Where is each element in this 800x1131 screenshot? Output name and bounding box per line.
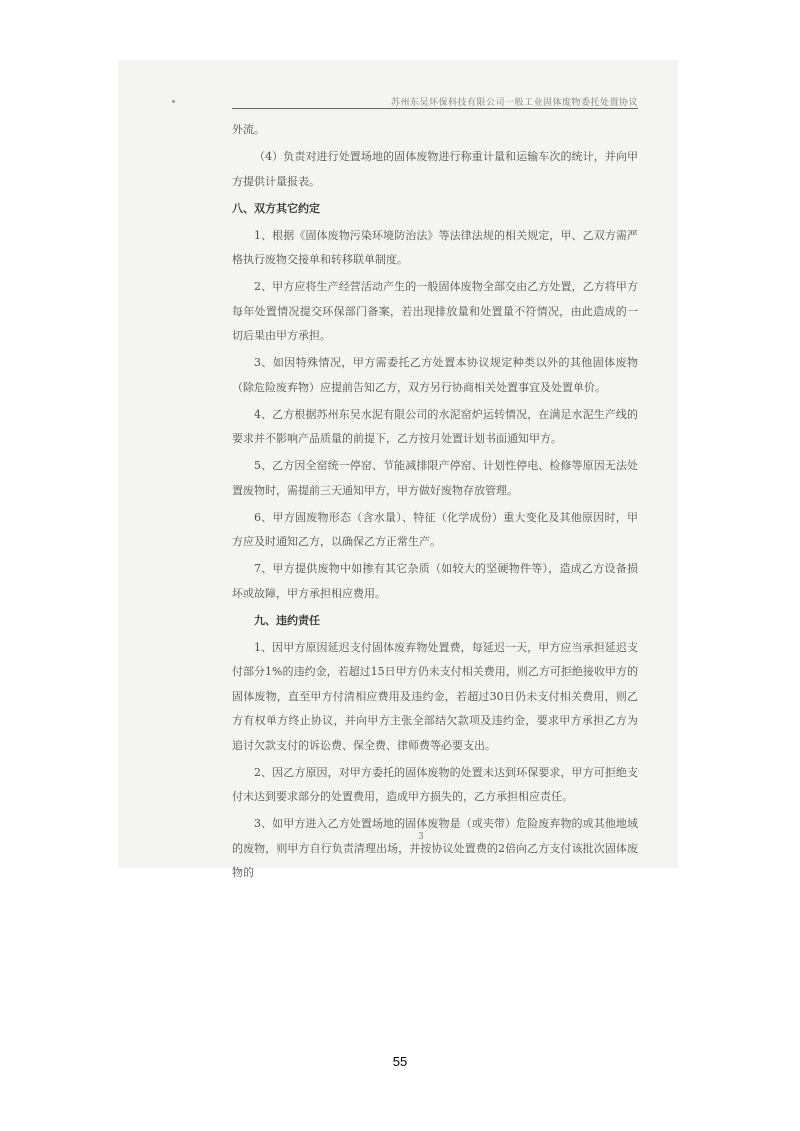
section-9-item-3: 3、如甲方进入乙方处置场地的固体废物是（或夹带）危险废弃物的或其他地域的废物，则甲方自行负责清理出场，并按协议处置费的2倍向乙方支付该批次固体废物的 [232,817,638,879]
section-8-item-4: 4、乙方根据苏州东吴水泥有限公司的水泥窑炉运转情况，在满足水泥生产线的要求并不影响产品质量的前提下，乙方按月处置计划书面通知甲方。 [232,407,638,445]
section-9-item-2: 2、因乙方原因，对甲方委托的固体废物的处置未达到环保要求，甲方可拒绝支付未达到要求部分的处置费用，造成甲方损失的，乙方承担相应责任。 [232,765,638,803]
section-9-heading: 九、违约责任 [254,613,320,627]
scan-speck [172,100,175,103]
document-body [232,118,638,888]
section-8-heading: 八、双方其它约定 [232,201,320,215]
section-8-item-2: 2、甲方应将生产经营活动产生的一般固体废物全部交由乙方处置，乙方将甲方每年处置情况提交环保部门备案，若出现排放量和处置量不符情况，由此造成的一切后果由甲方承担。 [232,280,638,342]
section-8-item-7: 7、甲方提供废物中如掺有其它杂质（如较大的坚硬物件等），造成乙方设备损坏或故障，甲方承担相应费用。 [232,562,638,600]
outer-page-number: 55 [392,1054,408,1069]
section-8-item-5: 5、乙方因全窑统一停窑、节能减排限产停窑、计划性停电、检修等原因无法处置废物时，需提前三天通知甲方，甲方做好废物存放管理。 [232,459,638,497]
section-9-item-1: 1、因甲方原因延迟支付固体废弃物处置费，每延迟一天，甲方应当承担延迟支付部分1%的违约金，若超过15日甲方仍未支付相关费用，则乙方可拒绝接收甲方的固体废物，直至甲方付清相应费用及违约金，若超过30日仍未支付相关费用，则乙方有权单方终止协议，并向甲方主张全部结欠款项及违约金，要求甲方承担乙方为追讨欠款支付的诉讼费、保全费、律师费等必要支出。 [232,640,638,752]
header-rule [232,108,638,109]
section-8-item-3: 3、如因特殊情况，甲方需委托乙方处置本协议规定种类以外的其他固体废物（除危险废弃物）应提前告知乙方，双方另行协商相关处置事宜及处置单价。 [232,356,638,394]
section-8-item-1: 1、根据《固体废物污染环境防治法》等法律法规的相关规定，甲、乙双方需严格执行废物交接单和转移联单制度。 [232,228,638,266]
paragraph-item-4: （4）负责对进行处置场地的固体废物进行称重计量和运输车次的统计，并向甲方提供计量报表。 [232,150,638,188]
document-header-title: 苏州东吴环保科技有限公司一般工业固体废物委托处置协议 [390,98,638,108]
inner-page-number: 3 [418,832,424,842]
section-8-item-6: 6、甲方固废物形态（含水量）、特征（化学成份）重大变化及其他原因时，甲方应及时通知乙方，以确保乙方正常生产。 [232,510,638,548]
paragraph-continuation: 外流。 [232,123,265,136]
